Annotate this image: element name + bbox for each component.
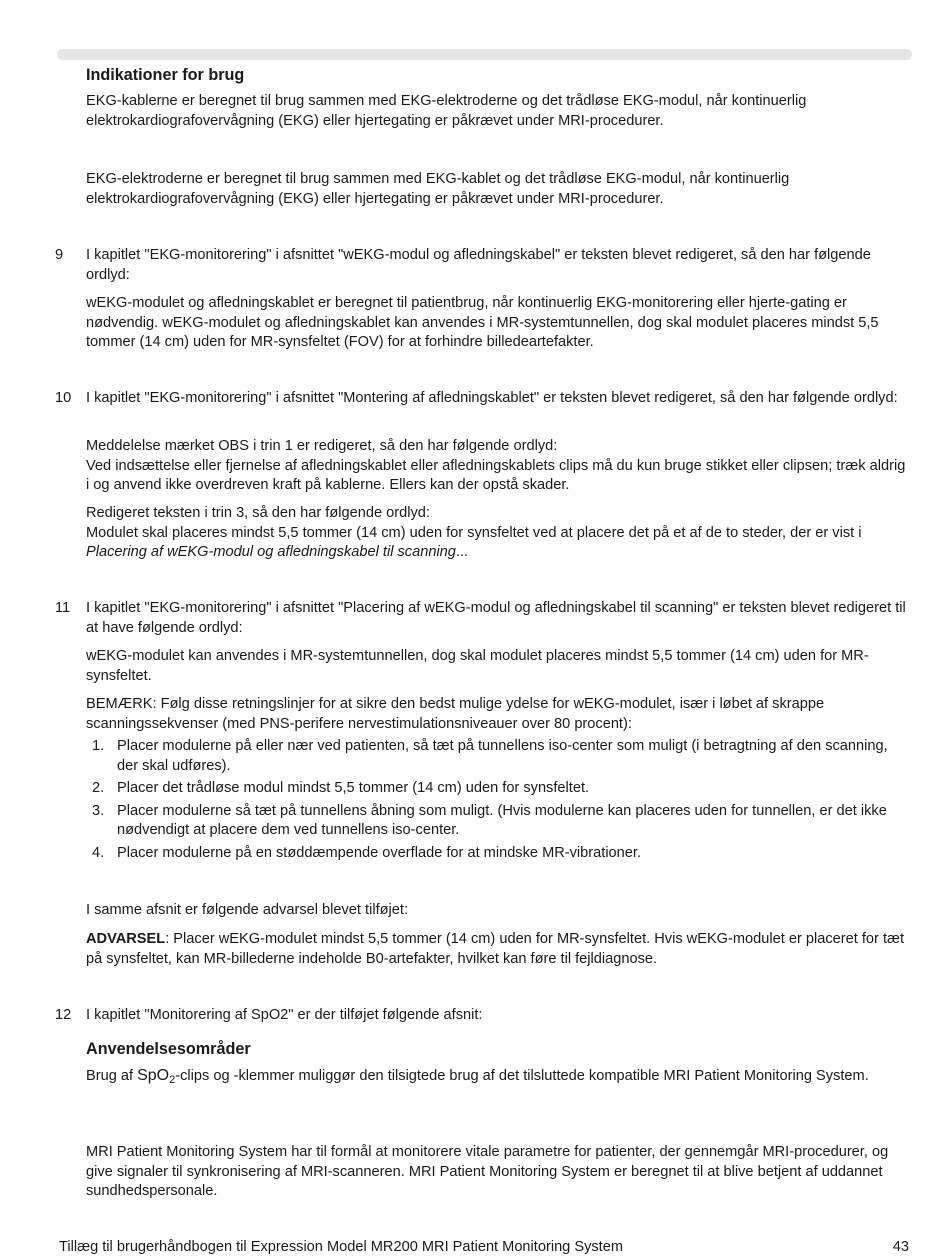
item-11-warning [86,930,912,969]
item-11-intro: I kapitlet "EKG-monitorering" i afsnittet "Placering af wEKG-modul og afledningskabel til scanning" er teksten blevet redigeret til at have følgende ordlyd: [86,600,906,636]
item-10-step-3-line-1: Redigeret teksten i trin 3, så den har følgende ordlyd: [86,505,430,521]
list-item [86,737,912,776]
item-11-note: BEMÆRK: Følg disse retningslinjer for at sikre den bedst mulige ydelse for wEKG-modulet, især i løbet af skrappe scanningssekvenser (med PNS-perifere nervestimulationsniveauer over 80 procent): [86,696,825,732]
spo2-subscript: 2 [169,1074,176,1086]
item-12-para-2: MRI Patient Monitoring System har til formål at monitorere vitale parametre for patienter, der gennemgår MRI-procedurer, og give signaler til synkronisering af MRI-scanneren. MRI Patient Monitoring System er beregnet til at blive betjent af uddannet sundhedspersonale. [86,1144,889,1199]
warning-label: ADVARSEL [86,931,166,947]
step-text: Placer modulerne så tæt på tunnellens åbning som muligt. (Hvis modulerne kan placeres uden for tunnellen, er det ikke nødvendigt at placere dem ved tunnellens iso-center. [117,802,887,838]
item-10-number: 10 [55,390,72,406]
page-number: 43 [892,1239,909,1255]
para-1-start: Brug af [86,1068,138,1084]
step-number: 1. [92,738,105,754]
step-text: Placer det trådløse modul mindst 5,5 tommer (14 cm) uden for synsfeltet. [117,780,590,796]
para-1-rest: -clips og -klemmer muliggør den tilsigtede brug af det tilsluttede kompatible MRI Patient Monitoring System. [175,1068,869,1084]
item-10-notice [86,437,912,496]
list-item [86,802,912,841]
item-9-body: wEKG-modulet og afledningskablet er beregnet til patientbrug, når kontinuerlig EKG-monitorering eller hjerte-gating er nødvendig. wEKG-modulet og afledningskablet kan anvendes i MR-systemtunnellen, dog skal modulet placeres mindst 5,5 tommer (14 cm) uden for MR-synsfeltet (FOV) for at forhindre billedeartefakter. [86,295,879,350]
item-12-intro: I kapitlet "Monitorering af SpO2" er der tilføjet følgende afsnit: [86,1007,483,1023]
item-11-number: 11 [55,600,71,616]
header-bar [57,49,912,60]
item-10-step-3-reference: Placering af wEKG-modul og afledningskabel til scanning [86,544,456,560]
list-item [86,844,912,864]
step-number: 4. [92,844,105,861]
item-10-notice-line-2: Ved indsættelse eller fjernelse af afledningskablet eller afledningskablets clips må du kun bruge stikket eller clipsen; træk aldrig i og anvend ikke overdreven kraft på kablerne. Ellers kan der opstå skader. [86,457,906,493]
step-text: Placer modulerne på en støddæmpende overflade for at mindske MR-vibrationer. [117,844,642,861]
item-10-step-3-text: Modulet skal placeres mindst 5,5 tommer (14 cm) uden for synsfeltet ved at placere det på et af de to steder, der er vist i [86,524,862,541]
item-11-same-section: I samme afsnit er følgende advarsel blevet tilføjet: [86,902,409,918]
indications-heading: Indikationer for brug [86,66,245,84]
indications-para-1: EKG-kablerne er beregnet til brug sammen med EKG-elektroderne og det trådløse EKG-modul, når kontinuerlig elektrokardiografovervågning (EKG) eller hjertegating er påkrævet under MRI-procedurer. [86,93,807,129]
page-footer [59,1238,912,1258]
item-10-notice-line-1: Meddelelse mærket OBS i trin 1 er redigeret, så den har følgende ordlyd: [86,438,558,454]
item-10-intro: I kapitlet "EKG-monitorering" i afsnittet "Montering af afledningskablet" er teksten blevet redigeret, så den har følgende ordlyd: [86,390,898,406]
step-number: 2. [92,780,105,796]
step-number: 3. [92,802,105,819]
item-10-step-3-line-2 [86,524,912,563]
item-10-step-3-ellipsis: ... [455,544,469,560]
item-12-para-1 [86,1066,912,1087]
list-item [86,779,912,799]
item-9-number: 9 [55,247,64,263]
step-text: Placer modulerne på eller nær ved patienten, så tæt på tunnellens iso-center som muligt (i betragtning af den scanning, der skal udføres). [117,738,888,774]
item-9-intro: I kapitlet "EKG-monitorering" i afsnittet "wEKG-modul og afledningskabel" er teksten blevet redigeret, så den har følgende ordlyd: [86,247,871,283]
item-12-number: 12 [55,1007,72,1023]
warning-text: : Placer wEKG-modulet mindst 5,5 tommer (14 cm) uden for MR-synsfeltet. Hvis wEKG-modulet er placeret for tæt på synsfeltet, kan MR-billederne indeholde B0-artefakter, hvilket kan føre til fejldiagnose. [86,931,905,967]
item-11-steps-list [86,737,912,866]
indications-para-2: EKG-elektroderne er beregnet til brug sammen med EKG-kablet og det trådløse EKG-modul, når kontinuerlig elektrokardiografovervågning (EKG) eller hjertegating er påkrævet under MRI-procedurer. [86,171,790,207]
footer-title: Tillæg til brugerhåndbogen til Expression Model MR200 MRI Patient Monitoring System [59,1239,624,1255]
item-10-step-3 [86,504,912,563]
item-12-heading: Anvendelsesområder [86,1040,251,1058]
spo2-label: SpO [137,1067,170,1084]
item-11-body: wEKG-modulet kan anvendes i MR-systemtunnellen, dog skal modulet placeres mindst 5,5 tommer (14 cm) uden for MR-synsfeltet. [86,648,869,684]
